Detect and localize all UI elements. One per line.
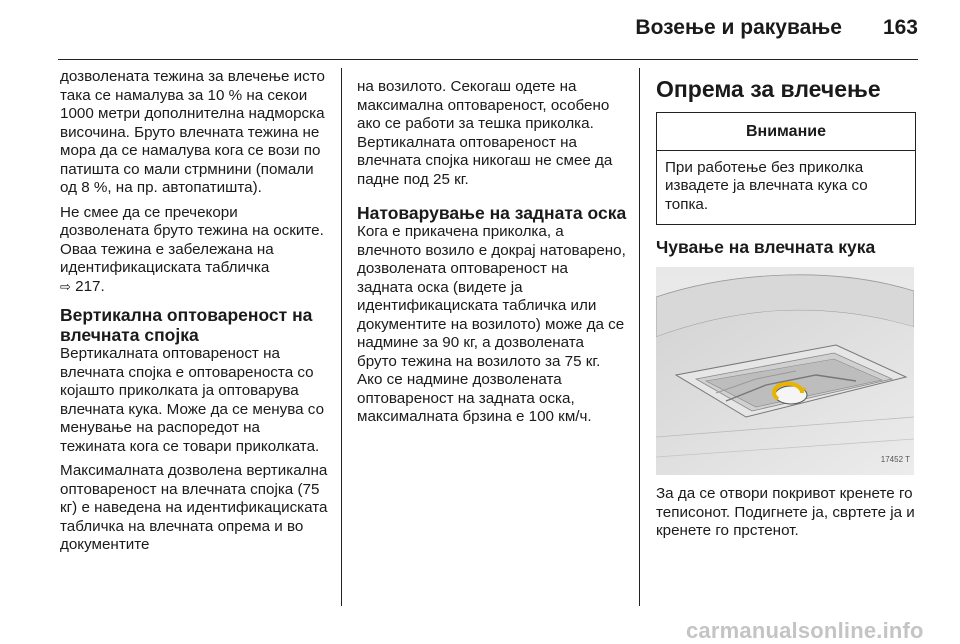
warning-box <box>656 112 916 225</box>
watermark: carmanualsonline.info <box>686 618 924 643</box>
page-number: 163 <box>882 16 918 39</box>
towbar-storage-figure <box>656 267 914 475</box>
paragraph: Максималната дозволена вертикална оптовареност на влечната спојка (75 кг) е наведена на идентификациската табличка на влечната опрема и во документите <box>60 462 328 553</box>
page-reference-link[interactable]: 217. <box>75 277 105 295</box>
column-divider-1 <box>341 68 342 606</box>
subsection-heading: Чување на влечната кука <box>656 237 876 257</box>
paragraph: дозволената тежина за влечење исто така се намалува за 10 % на секои 1000 метри дополнителна надморска височина. Бруто влечната тежина не мора да се намалува кога се вози по патишта со мали стрмнини (помали од 8 %, на пр. автопатишта). <box>60 68 325 196</box>
paragraph: Кога е прикачена приколка, а влечното возило е докрај натоварено, дозволената оптовареност на задната оска (видете ја идентификациската табличка или документите на возилото) може да се надмине за 90 кг, а дозволената бруто тежина на возилото за 75 кг. Ако се надмине дозволената оптовареност на задната оска, максималната брзина е 100 км/ч. <box>357 223 626 425</box>
right-column <box>656 76 922 547</box>
figure-code: 17452 T <box>880 454 910 464</box>
left-column <box>60 68 328 561</box>
middle-column <box>357 78 627 433</box>
paragraph-text: Не смее да се пречекори дозволената бруто тежина на оските. Оваа тежина е забележана на идентификациската табличка <box>60 203 324 276</box>
header-title: Возење и ракување <box>635 16 842 39</box>
section-heading: Вертикална оптовареност на влечната спојка <box>60 305 313 345</box>
paragraph <box>60 204 328 298</box>
section-title: Опрема за влечење <box>656 76 881 102</box>
paragraph: Вертикалната оптовареност на влечната спојка е оптовареноста со којашто приколката ја оптоварува влечната кука. Може да се менува со менување на распоредот на тежината кога се товари приколката. <box>60 345 325 455</box>
column-divider-2 <box>639 68 640 606</box>
trunk-floor-illustration <box>656 267 914 475</box>
warning-title: Внимание <box>657 113 915 151</box>
paragraph: на возилото. Секогаш одете на максимална оптовареност, особено ако се работи за тешка приколка. Вертикалната оптовареност на влечната спојка никогаш не смее да падне под 25 кг. <box>357 78 613 188</box>
arrow-ref-icon: ⇨ <box>60 279 71 295</box>
section-heading: Натоварување на задната оска <box>357 203 627 223</box>
header-rule <box>58 59 918 60</box>
warning-text: При работење без приколка извадете ја влечната кука со топка. <box>665 158 868 213</box>
paragraph: За да се отвори покривот кренете го теписонот. Подигнете ја, свртете ја и кренете го прстенот. <box>656 485 915 539</box>
